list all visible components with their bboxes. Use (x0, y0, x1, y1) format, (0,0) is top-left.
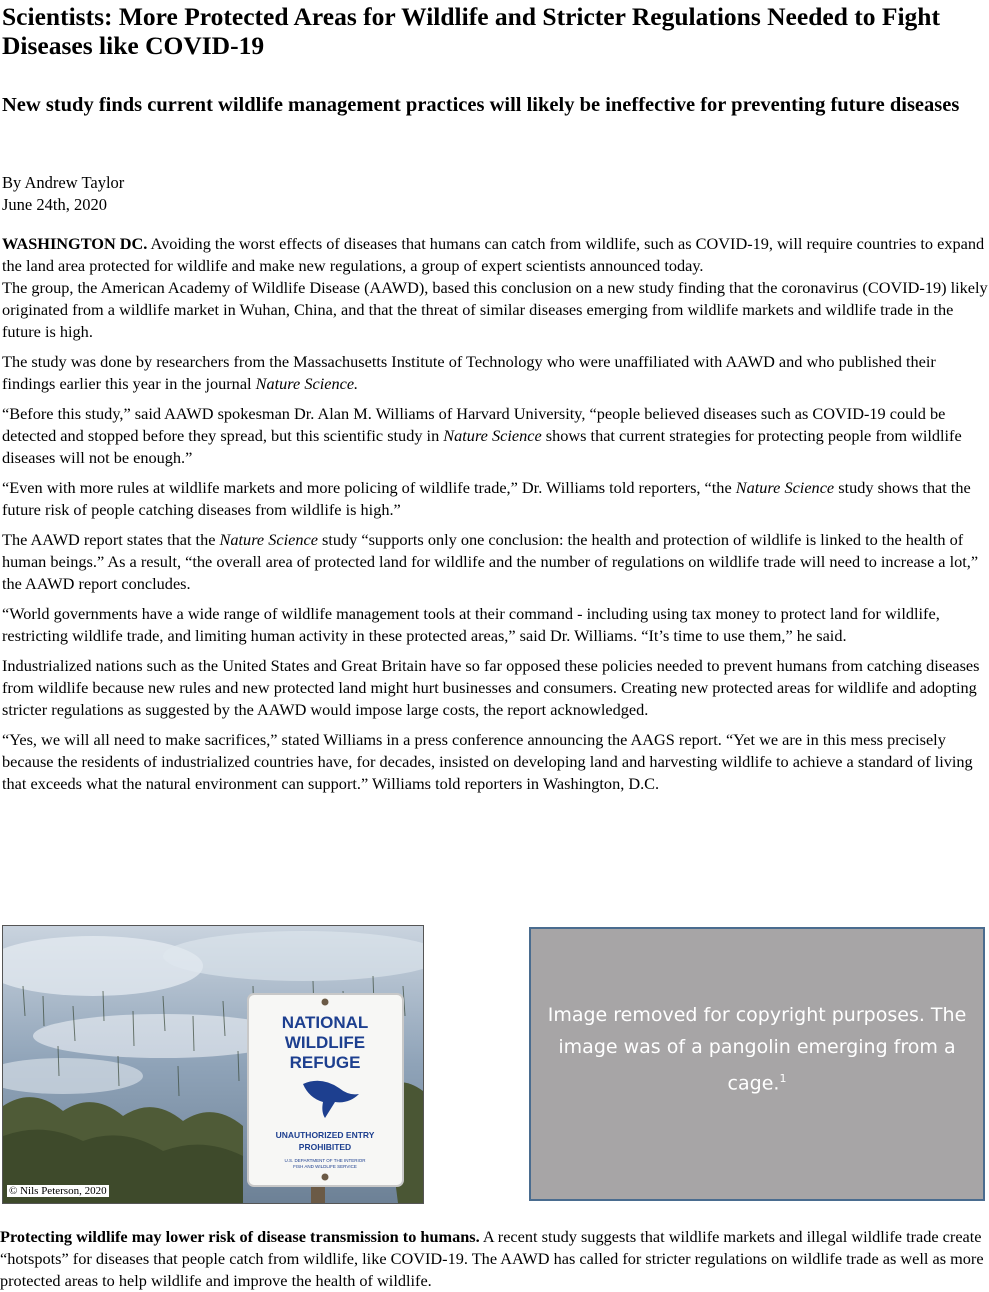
paragraph-9: “Yes, we will all need to make sacrifices,” stated Williams in a press conference announcing the AAGS report. “Yet we are in this mess precisely because the residents of industrialized countries have, for decades, insisted on developing land and harvesting wildlife to achieve a standard of living that exceeds what the natural environment can support.” Williams told reporters in Washington, D.C. (2, 730, 973, 793)
photo-caption: Protecting wildlife may lower risk of disease transmission to humans. A recent study suggests that wildlife markets and illegal wildlife trade create “hotspots” for diseases that people catch from wildlife, like COVID-19. The AAWD has called for stricter regulations on wildlife trade as well as more protected areas to help wildlife and improve the health of wildlife. (0, 1227, 984, 1290)
sign-warning-2: PROHIBITED (298, 1142, 352, 1152)
caption-lead: Protecting wildlife may lower risk of disease transmission to humans. (0, 1227, 480, 1246)
removed-image-placeholder (529, 927, 985, 1201)
paragraph-8: Industrialized nations such as the United States and Great Britain have so far opposed these policies needed to prevent humans from catching diseases from wildlife because new rules and new protected land might hurt businesses and consumers. Creating new protected areas for wildlife and adopting stricter regulations as suggested by the AAWD would impose large costs, the report acknowledged. (2, 656, 980, 719)
paragraph-6: The AAWD report states that the Nature Science study “supports only one conclusion: the health and protection of wildlife is linked to the health of human beings.” As a result, “the overall area of protected land for wildlife and the number of regulations on wildlife trade will need to increase a lot,” the AAWD report concludes. (2, 530, 979, 593)
paragraph-7: “World governments have a wide range of wildlife management tools at their command - including using tax money to protect land for wildlife, restricting wildlife trade, and limiting human activity in these protected areas,” said Dr. Williams. “It’s time to use them,” he said. (2, 604, 940, 645)
author: By Andrew Taylor (2, 173, 125, 192)
paragraph-3: The study was done by researchers from the Massachusetts Institute of Technology who were unaffiliated with AAWD and who published their findings earlier this year in the journal Nature Science. (2, 352, 936, 393)
footnote-marker: 1 (779, 1071, 787, 1085)
paragraph-5: “Even with more rules at wildlife markets and more policing of wildlife trade,” Dr. Williams told reporters, “the Nature Science study shows that the future risk of people catching diseases from wildlife is high.” (2, 478, 971, 519)
article-body (2, 233, 989, 803)
photo-credit: © Nils Peterson, 2020 (9, 1185, 107, 1197)
sign-agency-1: U.S. DEPARTMENT OF THE INTERIOR (284, 1158, 366, 1163)
dateline: WASHINGTON DC. (2, 234, 148, 253)
sign-agency-2: FISH AND WILDLIFE SERVICE (293, 1164, 357, 1169)
paragraph-2: The group, the American Academy of Wildlife Disease (AAWD), based this conclusion on a new study finding that the coronavirus (COVID-19) likely originated from a wildlife market in Wuhan, China, and that the threat of similar diseases emerging from wildlife markets and wildlife trade in the future is high. (2, 278, 988, 341)
sign-line-3: REFUGE (289, 1053, 361, 1072)
sign-warning-1: UNAUTHORIZED ENTRY (275, 1130, 375, 1140)
subheadline: New study finds current wildlife management practices will likely be ineffective for preventing future diseases (2, 94, 960, 116)
publish-date: June 24th, 2020 (2, 195, 107, 214)
refuge-sign-illustration (3, 926, 423, 1203)
sign-line-1: NATIONAL (281, 1013, 369, 1032)
paragraph-4: “Before this study,” said AAWD spokesman Dr. Alan M. Williams of Harvard University, “people believed diseases such as COVID-19 could be detected and stopped before they spread, but this scientific study in Nature Science shows that current strategies for protecting people from wildlife diseases will not be enough.” (2, 404, 962, 467)
sign-line-2: WILDLIFE (284, 1033, 366, 1052)
paragraph-1: WASHINGTON DC. Avoiding the worst effects of diseases that humans can catch from wildlife, such as COVID-19, will require countries to expand the land area protected for wildlife and make new regulations, a group of expert scientists announced today. (2, 234, 985, 275)
wildlife-refuge-photo (2, 925, 424, 1204)
byline (2, 172, 124, 216)
headline: Scientists: More Protected Areas for Wildlife and Stricter Regulations Needed to Fight Diseases like COVID-19 (2, 2, 940, 60)
placeholder-text: Image removed for copyright purposes. The image was of a pangolin emerging from a cage.$^1$ (547, 1003, 967, 1095)
